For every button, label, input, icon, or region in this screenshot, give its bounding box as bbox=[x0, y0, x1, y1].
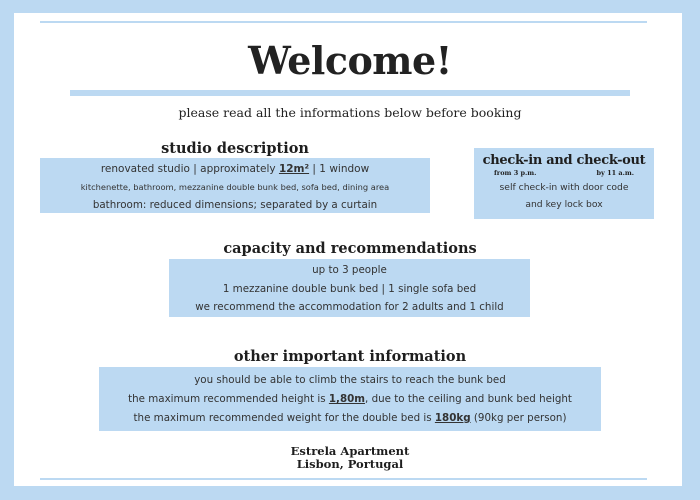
checkin-heading: check-in and check-out bbox=[482, 153, 646, 168]
capacity-line-1: up to 3 people bbox=[312, 264, 387, 276]
studio-box bbox=[40, 158, 430, 213]
other-line-1: you should be able to climb the stairs to reach the bunk bed bbox=[194, 374, 506, 386]
checkin-line-1: self check-in with door code bbox=[499, 182, 629, 193]
max-weight: 180kg bbox=[434, 412, 471, 424]
capacity-heading: capacity and recommendations bbox=[223, 240, 477, 257]
other-line-2 bbox=[99, 390, 601, 409]
bottom-divider bbox=[40, 478, 647, 480]
other-heading: other important information bbox=[233, 348, 467, 365]
studio-line-1-text: renovated studio | approximately bbox=[100, 163, 279, 175]
capacity-line-3: we recommend the accommodation for 2 adults and 1 child bbox=[195, 301, 504, 313]
footer-name: Estrela Apartment bbox=[290, 444, 410, 458]
studio-line-1-end: | 1 window bbox=[309, 163, 370, 175]
studio-line-2: kitchenette, bathroom, mezzanine double bunk bed, sofa bed, dining area bbox=[80, 182, 390, 192]
title-underline bbox=[70, 90, 630, 96]
top-divider bbox=[40, 21, 647, 23]
checkin-time: from 3 p.m. bbox=[494, 169, 537, 177]
max-height: 1,80m bbox=[328, 393, 366, 405]
other-line-2-text: the maximum recommended height is bbox=[128, 393, 329, 405]
studio-size: 12m² bbox=[278, 163, 310, 175]
other-line-2-end: , due to the ceiling and bunk bed height bbox=[365, 393, 572, 405]
checkin-line-2: and key lock box bbox=[525, 199, 603, 210]
studio-heading: studio description bbox=[161, 140, 309, 157]
page-title: Welcome! bbox=[248, 38, 452, 83]
other-line-3 bbox=[99, 409, 601, 428]
capacity-box bbox=[169, 259, 530, 317]
other-line-3-end: (90kg per person) bbox=[470, 412, 567, 424]
other-box bbox=[99, 367, 601, 431]
checkout-time: by 11 a.m. bbox=[596, 169, 634, 177]
studio-line-3: bathroom: reduced dimensions; separated by a curtain bbox=[92, 199, 378, 211]
footer-location: Lisbon, Portugal bbox=[296, 457, 404, 471]
studio-line-1 bbox=[40, 161, 430, 178]
page-subtitle: please read all the informations below before booking bbox=[178, 105, 522, 120]
checkin-box bbox=[474, 148, 654, 219]
other-line-3-text: the maximum recommended weight for the double bed is bbox=[133, 412, 435, 424]
capacity-line-2: 1 mezzanine double bunk bed | 1 single sofa bed bbox=[222, 282, 477, 295]
